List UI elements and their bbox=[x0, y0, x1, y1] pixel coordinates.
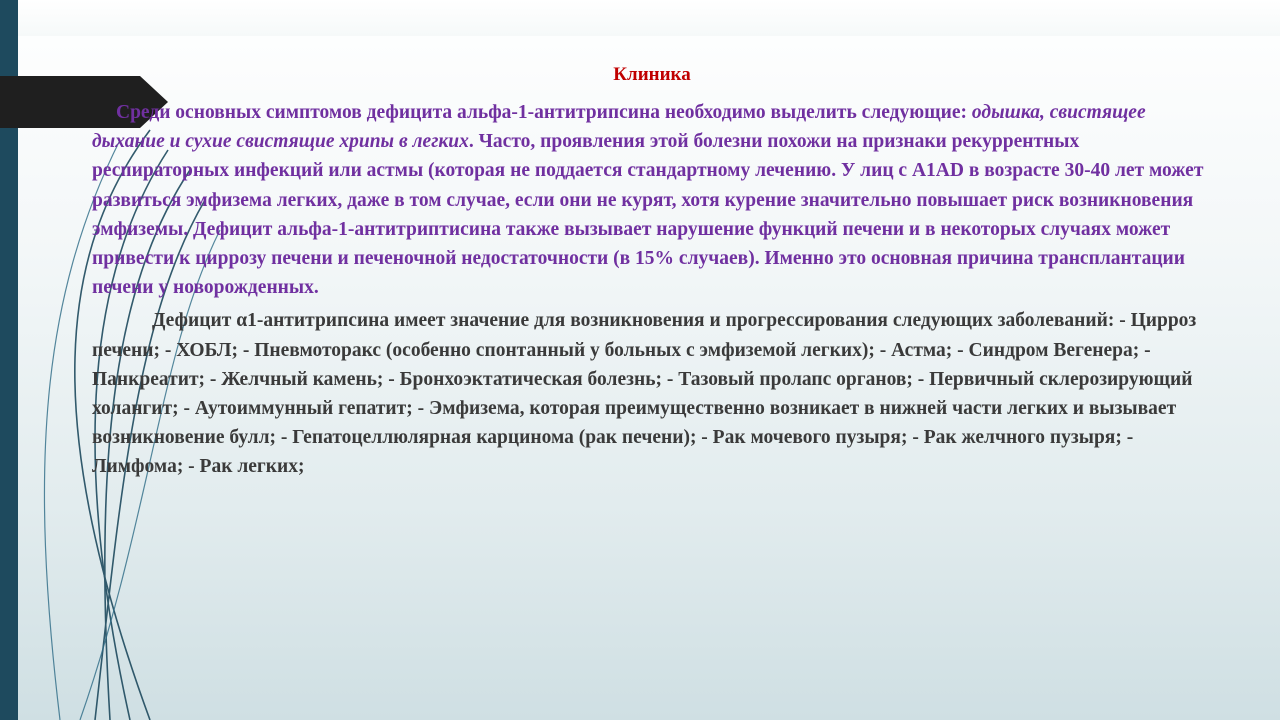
paragraph-symptoms bbox=[92, 98, 1212, 302]
slide-title: Клиника bbox=[613, 64, 691, 85]
slide-content bbox=[92, 62, 1212, 482]
paragraph-symptoms-body: . Часто, проявления этой болезни похожи на признаки рекуррентных респираторных инфекций или астмы (которая не поддается стандартному лечению. У лиц с A1AD в возрасте 30-40 лет может развиться эмфизема легких, даже в том случае, если они не курят, хотя курение значительно повышает риск возникновения эмфиземы. Дефицит альфа-1-антитриптисина также вызывает нарушение функций печени и в некоторых случаях может привести к циррозу печени и печеночной недостаточности (в 15% случаев). Именно это основная причина трансплантации печени у новорожденных. bbox=[92, 131, 1204, 299]
paragraph-symptoms-italic: одышка, свистящее дыхание и сухие свистящие хрипы в легких bbox=[92, 102, 1146, 153]
paragraph-diseases: Дефицит α1-антитрипсина имеет значение для возникновения и прогрессирования следующих заболеваний: - Цирроз печени; - ХОБЛ; - Пневмоторакс (особенно спонтанный у больных с эмфиземой легких); - Астма; - Синдром Вегенера; - Панкреатит; - Желчный камень; - Бронхоэктатическая болезнь; - Тазовый пролапс органов; - Первичный склерозирующий холангит; - Аутоиммунный гепатит; - Эмфизема, которая преимущественно возникает в нижней части легких и вызывает возникновение булл; - Гепатоцеллюлярная карцинома (рак печени); - Рак мочевого пузыря; - Рак желчного пузыря; - Лимфома; - Рак легких; bbox=[92, 310, 1197, 478]
paragraph-symptoms-intro: Среди основных симптомов дефицита альфа-1-антитрипсина необходимо выделить следующие: bbox=[116, 102, 972, 123]
